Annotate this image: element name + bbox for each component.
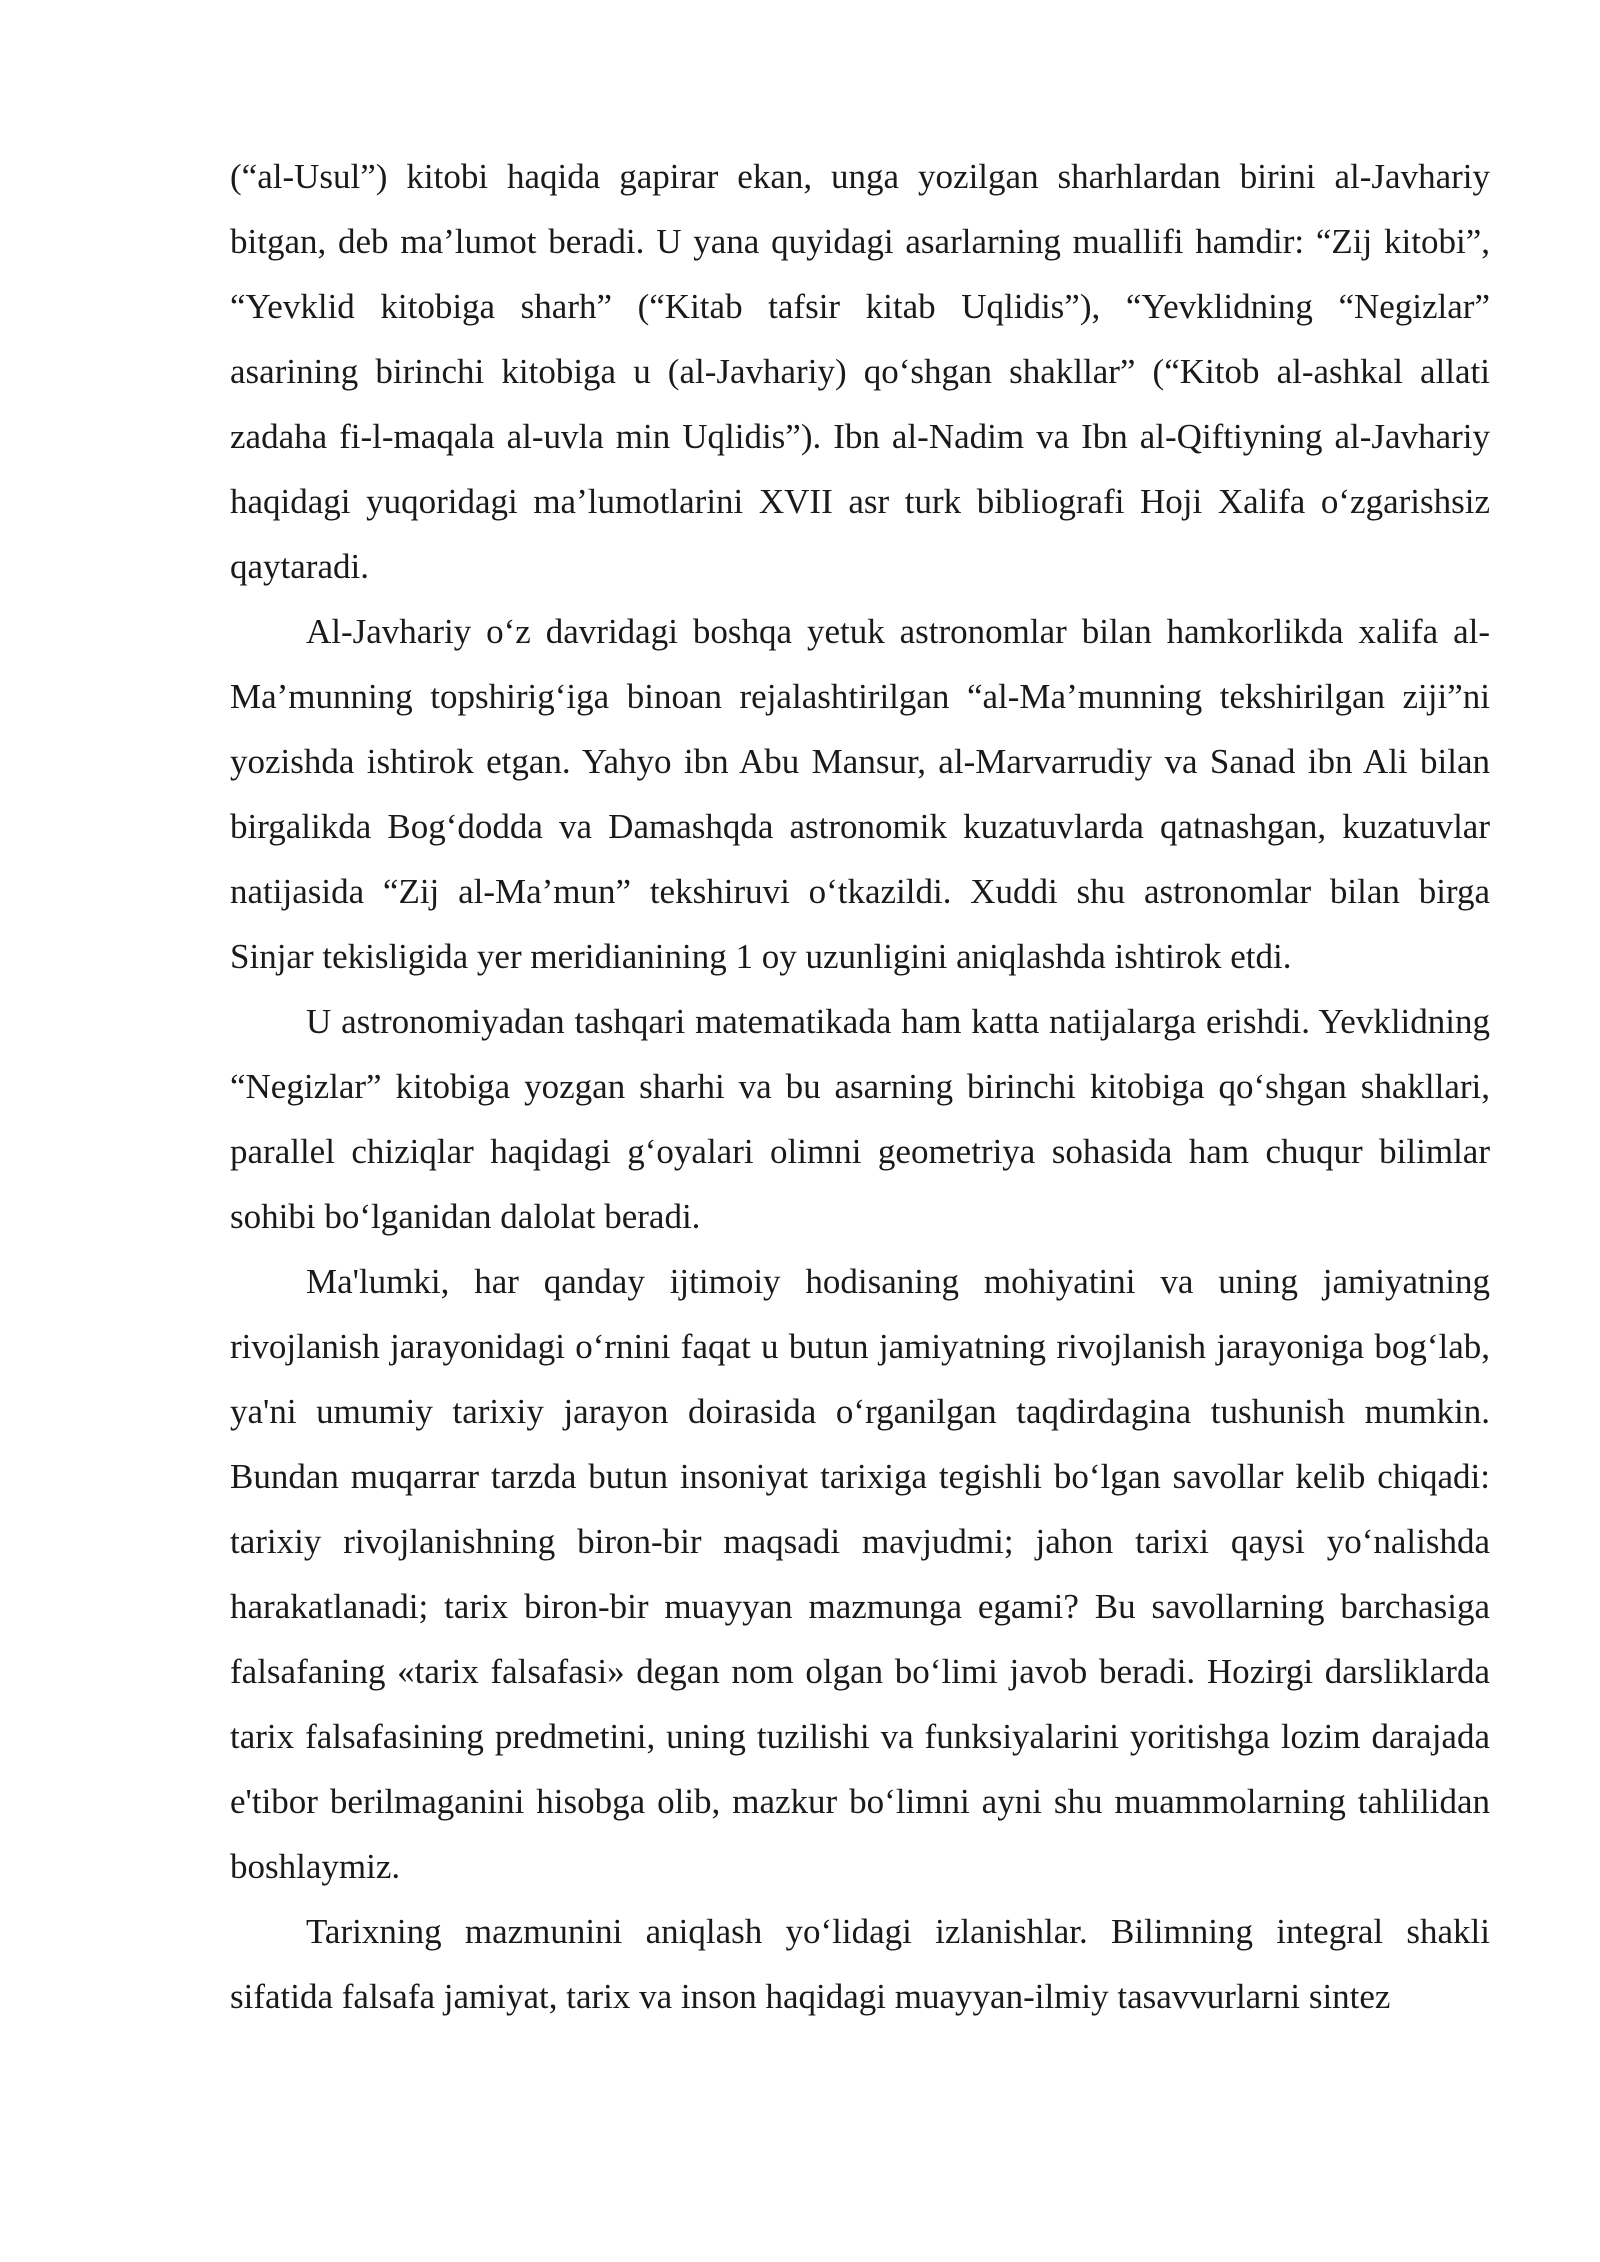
paragraph-philosophy-of-history: Ma'lumki, har qanday ijtimoiy hodisaning mohiyatini va uning jamiyatning rivojlanish jarayonidagi o‘rnini faqat u butun jamiyatning rivojlanish jarayoniga bog‘lab, ya'ni umumiy tarixiy jarayon doirasida o‘rganilgan taqdirdagina tushunish mumkin. Bundan muqarrar tarzda butun insoniyat tarixiga tegishli bo‘lgan savollar kelib chiqadi: tarixiy rivojlanishning biron-bir maqsadi mavjudmi; jahon tarixi qaysi yo‘nalishda harakatlanadi; tarix biron-bir muayyan mazmunga egami? Bu savollarning barchasiga falsafaning «tarix falsafasi» degan nom olgan bo‘limi javob beradi. Hozirgi darsliklarda tarix falsafasining predmetini, uning tuzilishi va funksiyalarini yoritishga lozim darajada e'tibor berilmaganini hisobga olib, mazkur bo‘limni ayni shu muammolarning tahlilidan boshlaymiz. — [230, 1262, 1490, 1886]
paragraph-al-javhariy-zij: Al-Javhariy o‘z davridagi boshqa yetuk astronomlar bilan hamkorlikda xalifa al-Ma’munning topshirig‘iga binoan rejalashtirilgan “al-Ma’munning tekshirilgan ziji”ni yozishda ishtirok etgan. Yahyo ibn Abu Mansur, al-Marvarrudiy va Sanad ibn Ali bilan birgalikda Bog‘dodda va Damashqda astronomik kuzatuvlarda qatnashgan, kuzatuvlar natijasida “Zij al-Ma’mun” tekshiruvi o‘tkazildi. Xuddi shu astronomlar bilan birga Sinjar tekisligida yer meridianining 1 oy uzunligini aniqlashda ishtirok etdi. — [230, 612, 1490, 976]
paragraph-meaning-of-history: Tarixning mazmunini aniqlash yo‘lidagi izlanishlar. Bilimning integral shakli sifatida falsafa jamiyat, tarix va inson haqidagi muayyan-ilmiy tasavvurlarni sintez — [230, 1912, 1490, 2016]
document-page — [230, 144, 1490, 2029]
paragraph-continuation: (“al-Usul”) kitobi haqida gapirar ekan, unga yozilgan sharhlardan birini al-Javhariy bitgan, deb ma’lumot beradi. U yana quyidagi asarlarning muallifi hamdir: “Zij kitobi”, “Yevklid kitobiga sharh” (“Kitab tafsir kitab Uqlidis”), “Yevklidning “Negizlar” asarining birinchi kitobiga u (al-Javhariy) qo‘shgan shakllar” (“Kitob al-ashkal allati zadaha fi-l-maqala al-uvla min Uqlidis”). Ibn al-Nadim va Ibn al-Qiftiyning al-Javhariy haqidagi yuqoridagi ma’lumotlarini XVII asr turk bibliografi Hoji Xalifa o‘zgarishsiz qaytaradi. — [230, 157, 1490, 586]
paragraph-mathematics: U astronomiyadan tashqari matematikada ham katta natijalarga erishdi. Yevklidning “Negizlar” kitobiga yozgan sharhi va bu asarning birinchi kitobiga qo‘shgan shakllari, parallel chiziqlar haqidagi g‘oyalari olimni geometriya sohasida ham chuqur bilimlar sohibi bo‘lganidan dalolat beradi. — [230, 1002, 1490, 1236]
